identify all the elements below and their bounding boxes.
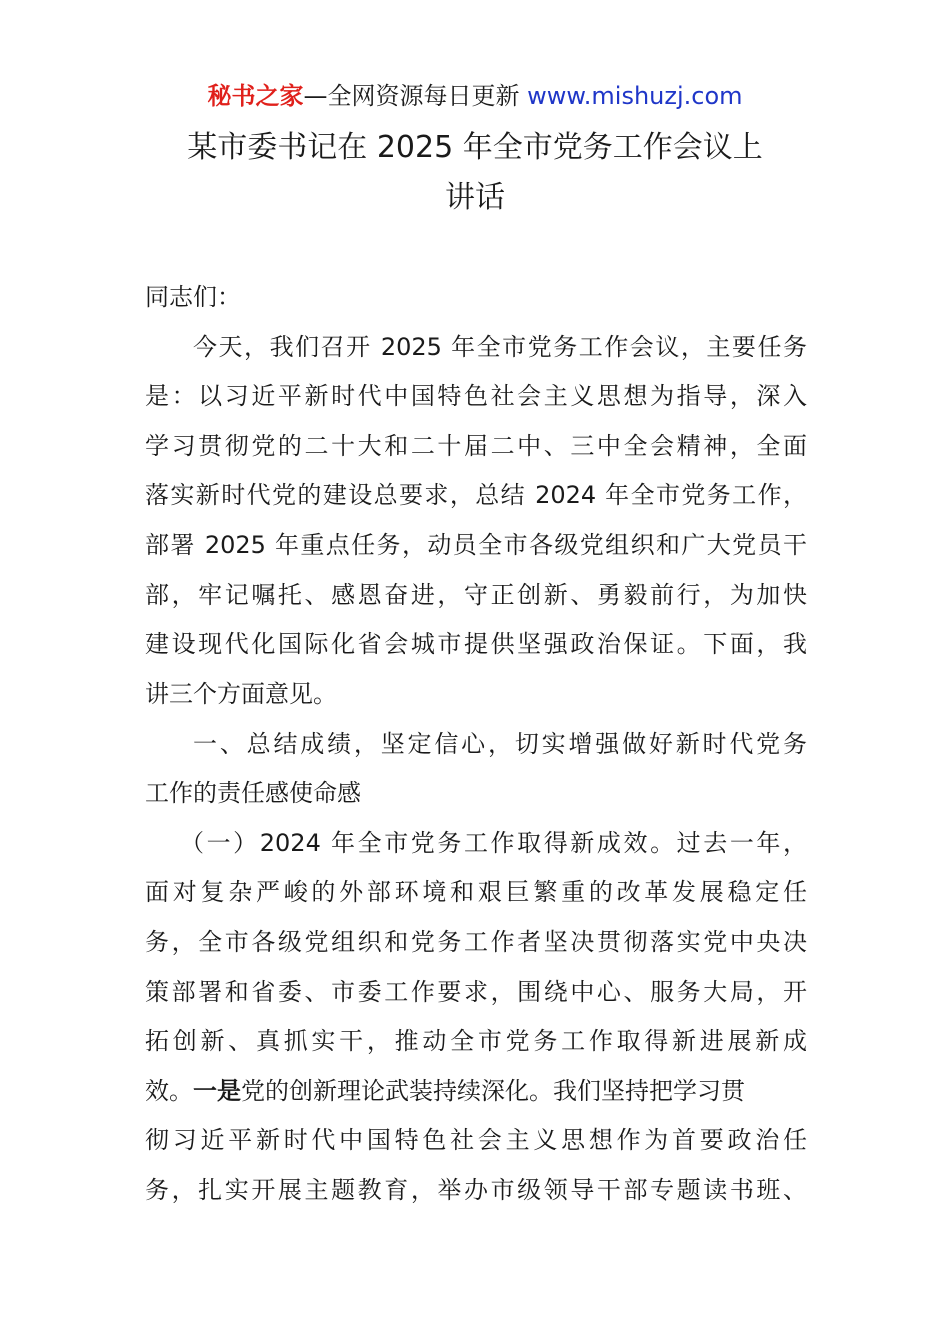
- paragraph-line: 学习贯彻党的二十大和二十届二中、三中全会精神，全面: [145, 432, 807, 460]
- greeting: 同志们：: [145, 283, 241, 311]
- paragraph-line: 拓创新、真抓实干，推动全市党务工作取得新进展新成: [145, 1027, 807, 1055]
- paragraph-line: 务，全市各级党组织和党务工作者坚决贯彻落实党中央决: [145, 928, 807, 956]
- document-title-line-2: 讲话: [445, 180, 505, 215]
- paragraph-line: 是：以习近平新时代中国特色社会主义思想为指导，深入: [145, 382, 807, 410]
- paragraph-line: 面对复杂严峻的外部环境和艰巨繁重的改革发展稳定任: [145, 878, 807, 906]
- paragraph-line: 务，扎实开展主题教育，举办市级领导干部专题读书班、: [145, 1176, 807, 1204]
- paragraph-line: 策部署和省委、市委工作要求，围绕中心、服务大局，开: [145, 978, 807, 1006]
- site-url-link[interactable]: www.mishuzj.com: [527, 82, 743, 110]
- paragraph-text: 党的创新理论武装持续深化。我们坚持把学习贯: [241, 1077, 745, 1105]
- paragraph-line: 建设现代化国际化省会城市提供坚强政治保证。下面，我: [145, 630, 807, 658]
- section-heading-line-1: 一、总结成绩，坚定信心，切实增强做好新时代党务: [193, 730, 807, 758]
- site-tagline: 全网资源每日更新: [327, 82, 520, 110]
- document-title-line-1: 某市委书记在 2025 年全市党务工作会议上: [187, 130, 763, 165]
- paragraph-line: [145, 1075, 745, 1107]
- paragraph-line: 部署 2025 年重点任务，动员全市各级党组织和广大党员干: [145, 531, 807, 559]
- paragraph-text: 效。: [145, 1077, 193, 1105]
- paragraph-line: 今天，我们召开 2025 年全市党务工作会议，主要任务: [193, 333, 807, 361]
- paragraph-line: 部，牢记嘱托、感恩奋进，守正创新、勇毅前行，为加快: [145, 581, 807, 609]
- paragraph-line: 彻习近平新时代中国特色社会主义思想作为首要政治任: [145, 1126, 807, 1154]
- bold-lead-phrase: 一是: [193, 1077, 241, 1105]
- site-header: [0, 80, 950, 112]
- paragraph-line: 落实新时代党的建设总要求，总结 2024 年全市党务工作，: [145, 481, 807, 509]
- paragraph-line: （一）2024 年全市党务工作取得新成效。过去一年，: [180, 829, 807, 857]
- section-heading-line-2: 工作的责任感使命感: [145, 779, 361, 807]
- header-separator: —: [303, 82, 328, 110]
- site-name: 秘书之家: [207, 82, 304, 110]
- paragraph-line: 讲三个方面意见。: [145, 680, 337, 708]
